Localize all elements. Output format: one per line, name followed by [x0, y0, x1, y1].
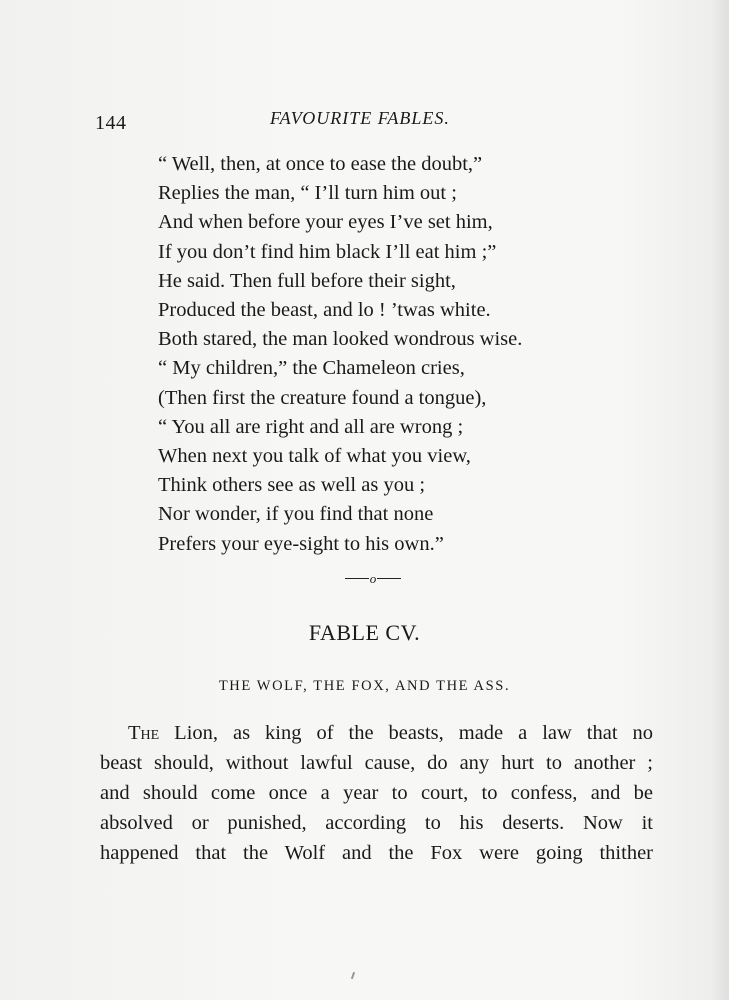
- divider-ornament: o: [369, 570, 377, 586]
- body-line: [100, 718, 653, 748]
- paper-speck: [351, 972, 355, 979]
- page-edge-shadow: [711, 0, 729, 1000]
- poem-line: (Then first the creature found a tongue),: [158, 386, 487, 409]
- poem-line: Think others see as well as you ;: [158, 474, 426, 497]
- divider-dash-left: [345, 578, 369, 579]
- poem-line: Produced the beast, and lo ! ’twas white.: [158, 299, 491, 322]
- poem-line: “ Well, then, at once to ease the doubt,”: [158, 153, 483, 175]
- poem-line: When next you talk of what you view,: [158, 445, 471, 468]
- poem-line: Both stared, the man looked wondrous wise.: [158, 328, 523, 351]
- page-number: 144: [95, 112, 127, 134]
- poem-line: If you don’t find him black I’ll eat him ;”: [158, 240, 497, 263]
- fable-body: [100, 718, 653, 868]
- poem-line: “ My children,” the Chameleon cries,: [158, 357, 465, 380]
- divider-dash-right: [377, 578, 401, 579]
- body-initial-word: The: [128, 722, 160, 744]
- body-line: absolved or punished, according to his deserts. Now it: [100, 812, 653, 834]
- section-divider: [343, 570, 403, 586]
- running-head: FAVOURITE FABLES.: [270, 108, 450, 128]
- poem-line: And when before your eyes I’ve set him,: [158, 211, 493, 234]
- poem-line: Replies the man, “ I’ll turn him out ;: [158, 182, 457, 205]
- body-line: beast should, without lawful cause, do any hurt to another ;: [100, 752, 653, 774]
- body-line: happened that the Wolf and the Fox were going thither: [100, 842, 653, 864]
- poem-line: Prefers your eye-sight to his own.”: [158, 532, 444, 555]
- body-line: and should come once a year to court, to confess, and be: [100, 782, 653, 804]
- poem-line: “ You all are right and all are wrong ;: [158, 415, 464, 438]
- fable-title: FABLE CV.: [308, 620, 421, 645]
- body-line-text: Lion, as king of the beasts, made a law that no: [159, 722, 653, 744]
- poem-stanza: [158, 150, 522, 559]
- poem-line: He said. Then full before their sight,: [158, 269, 456, 292]
- fable-subtitle: THE WOLF, THE FOX, AND THE ASS.: [218, 678, 511, 694]
- poem-line: Nor wonder, if you find that none: [158, 503, 434, 526]
